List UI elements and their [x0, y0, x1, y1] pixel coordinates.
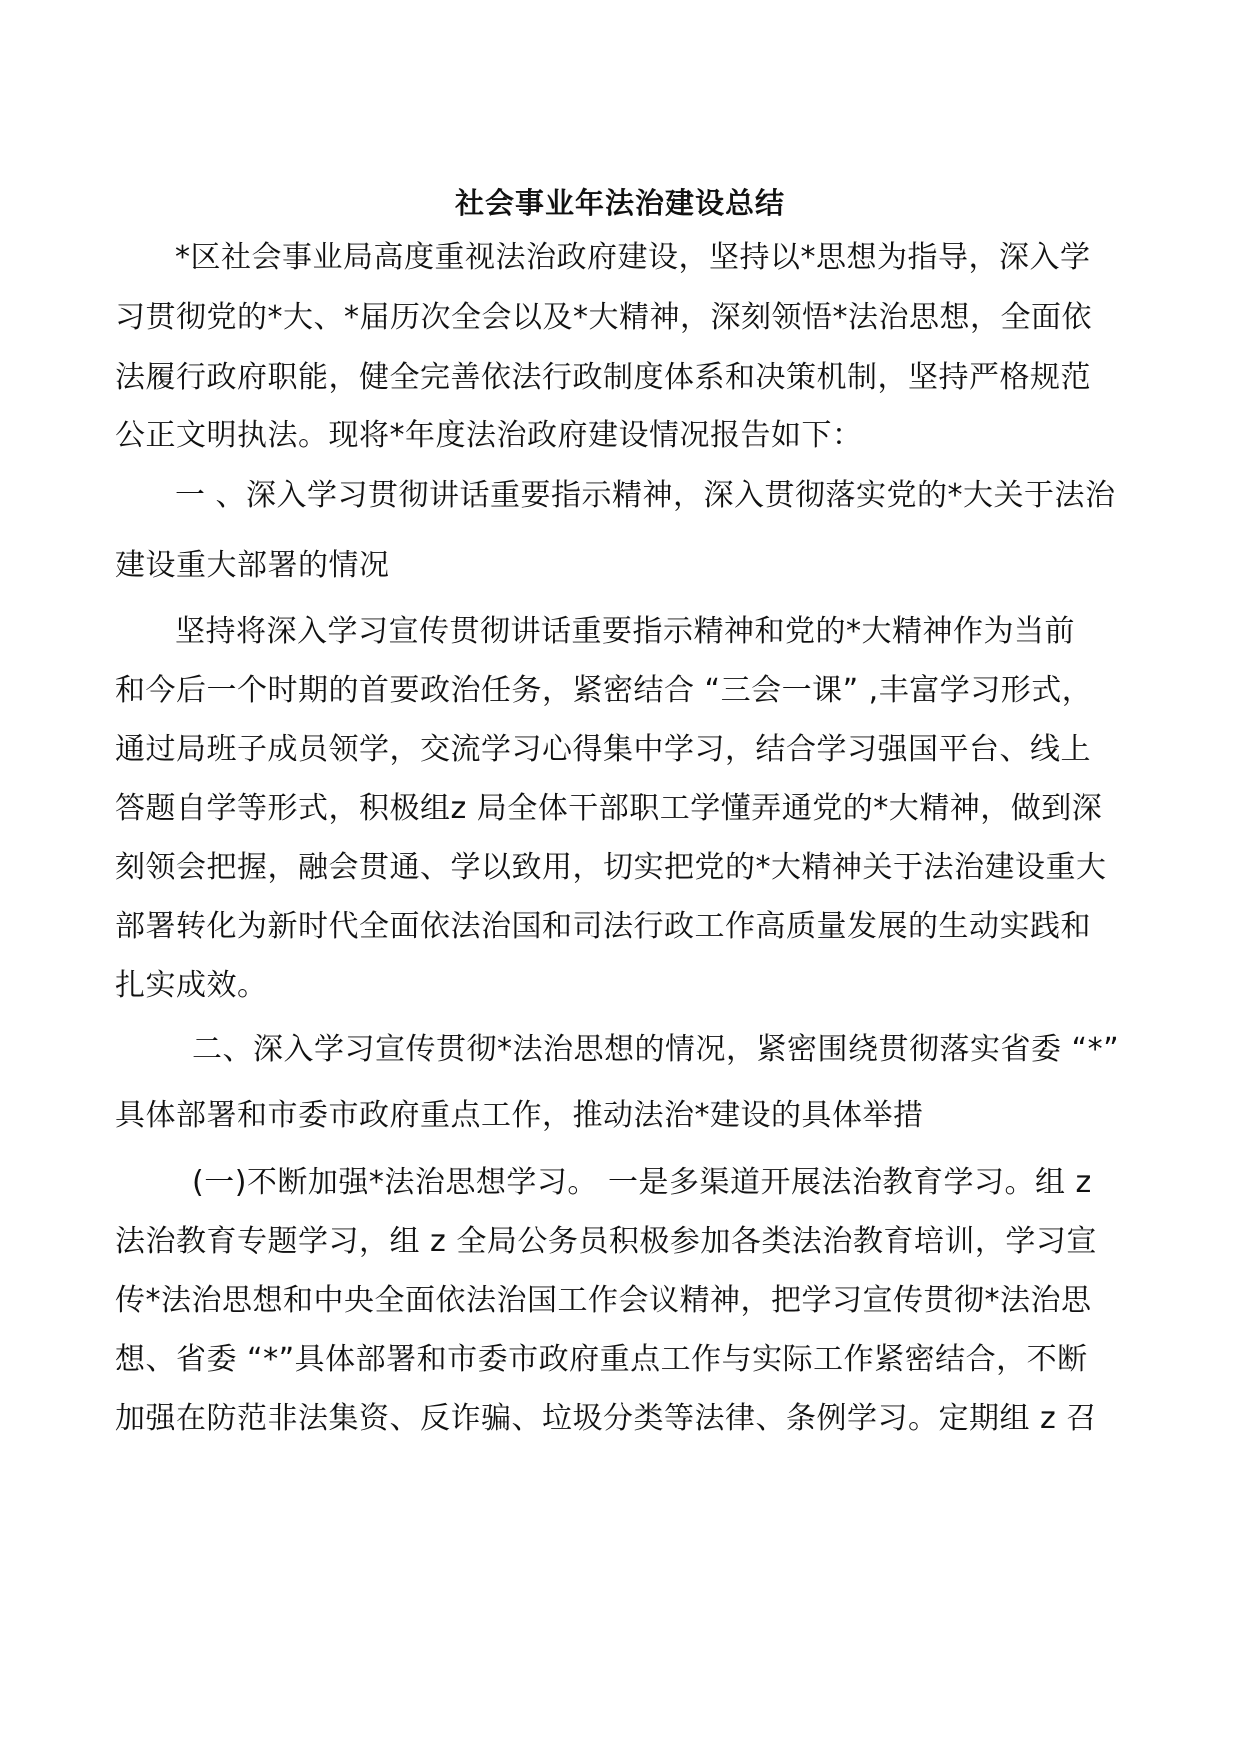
text-line: (一)不断加强*法治思想学习。 一是多渠道开展法治教育学习。组 z — [192, 1165, 1092, 1200]
text-line: 扎实成效。 — [115, 968, 268, 1003]
text-line: 传*法治思想和中央全面依法治国工作会议精神，把学习宣传贯彻*法治思 — [115, 1283, 1092, 1318]
text-line: 答题自学等形式，积极组z 局全体干部职工学懂弄通党的*大精神，做到深 — [115, 791, 1103, 826]
text-line: 通过局班子成员领学，交流学习心得集中学习，结合学习强国平台、线上 — [115, 732, 1091, 767]
text-line: 和今后一个时期的首要政治任务，紧密结合 “三会一课” ,丰富学习形式， — [115, 673, 1093, 708]
text-line: 坚持将深入学习宣传贯彻讲话重要指示精神和党的*大精神作为当前 — [175, 614, 1075, 649]
text-line: *区社会事业局高度重视法治政府建设，坚持以*思想为指导，深入学 — [175, 240, 1091, 275]
text-line: 刻领会把握，融会贯通、学以致用，切实把党的*大精神关于法治建设重大 — [115, 850, 1107, 885]
text-line: 法履行政府职能，健全完善依法行政制度体系和决策机制，坚持严格规范 — [115, 360, 1091, 395]
section-heading-line: 具体部署和市委市政府重点工作，推动法治*建设的具体举措 — [115, 1098, 924, 1133]
text-line: 习贯彻党的*大、*届历次全会以及*大精神，深刻领悟*法治思想，全面依 — [115, 300, 1092, 335]
text-line: 想、省委 “*”具体部署和市委市政府重点工作与实际工作紧密结合，不断 — [115, 1342, 1088, 1377]
section-heading-line: 建设重大部署的情况 — [115, 548, 390, 583]
document-title: 社会事业年法治建设总结 — [454, 186, 785, 220]
text-line: 法治教育专题学习，组 z 全局公务员积极参加各类法治教育培训，学习宣 — [115, 1224, 1097, 1259]
text-line: 加强在防范非法集资、反诈骗、垃圾分类等法律、条例学习。定期组 z 召 — [115, 1401, 1097, 1436]
text-line: 部署转化为新时代全面依法治国和司法行政工作高质量发展的生动实践和 — [115, 909, 1091, 944]
text-line: 公正文明执法。现将*年度法治政府建设情况报告如下： — [115, 418, 863, 453]
section-heading-line: 二、深入学习宣传贯彻*法治思想的情况，紧密围绕贯彻落实省委 “*” — [192, 1032, 1120, 1067]
section-heading-line: 一 、深入学习贯彻讲话重要指示精神，深入贯彻落实党的*大关于法治 — [175, 478, 1116, 513]
